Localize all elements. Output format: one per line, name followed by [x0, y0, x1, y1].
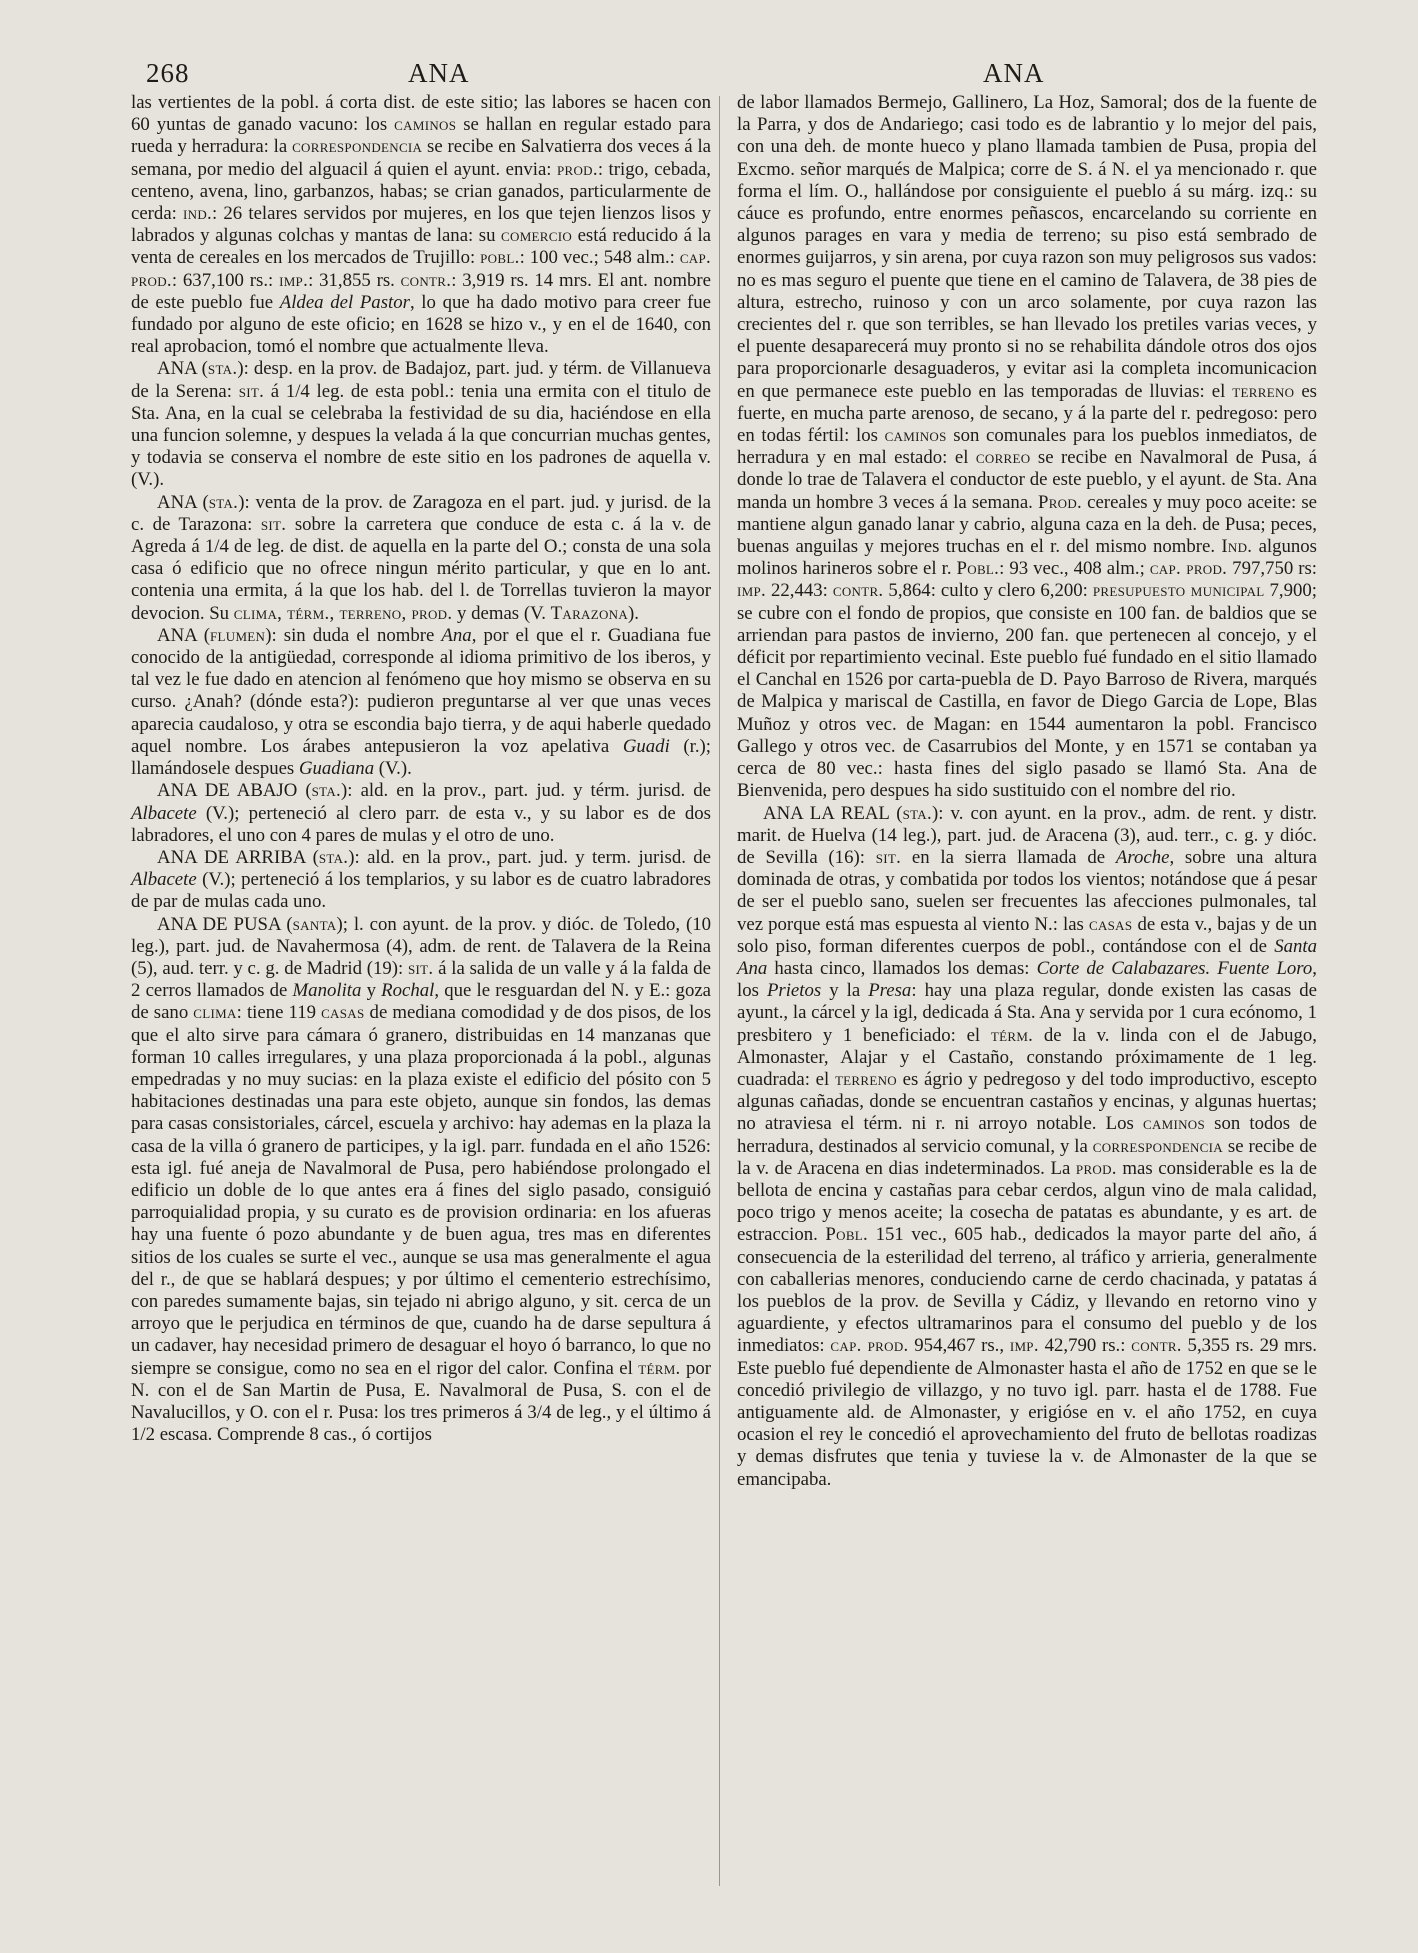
entry-ana-zaragoza: ANA (sta.): venta de la prov. de Zaragoza en el part. jud. y jurisd. de la c. de Tarazona: sit. sobre la carretera que conduce de esta c. á la v. de Agreda á 1/4 de leg. de dist. de aquella en la parte del O.; consta de una sola casa ó edificio que no ofrece ningun mérito particular, y que en lo ant. contenia una ermita, á la que los hab. del l. de Torrellas tuvieron la mayor devocion. Su clima, térm., terreno, prod. y demas (V. Tarazona).: [131, 491, 712, 624]
column-divider: [719, 96, 720, 1886]
entry-ana-de-abajo: ANA DE ABAJO (sta.): ald. en la prov., part. jud. y térm. jurisd. de Albacete (V.); perteneció al clero parr. de esta v., y su labor es de dos labradores, el uno con 4 pares de mulas y el otro de uno.: [131, 780, 711, 846]
running-head-left: ANA: [408, 58, 470, 88]
entry-ana-de-arriba: ANA DE ARRIBA (sta.): ald. en la prov., part. jud. y term. jurisd. de Albacete (V.); perteneció á los templarios, y su labor es de cuatro labradores de par de mulas cada uno.: [131, 846, 711, 913]
entry-continuation: las vertientes de la pobl. á corta dist. de este sitio; las labores se hacen con 60 yuntas de ganado vacuno: los caminos se hallan en regular estado para rueda y herradura: la correspondencia se recibe en Salvatierra dos veces á la semana, por medio del alguacil á quien el ayunt. envia: prod.: trigo, cebada, centeno, avena, lino, garbanzos, habas; se crian ganados, particularmente de cerda: ind.: 26 telares servidos por mujeres, en los que tejen lienzos lisos y labrados y algunas colchas y mantas de lana: su comercio está reducido á la venta de cereales en los mercados de Trujillo: pobl.: 100 vec.; 548 alm.: cap. prod.: 637,100 rs.: imp.: 31,855 rs. contr.: 3,919 rs. 14 mrs. El ant. nombre de este pueblo fue Aldea del Pastor, lo que ha dado motivo para creer fue fundado por alguno de este oficio; en 1628 se hizo v., y en el de 1640, con real aprobacion, tomó el nombre que actualmente lleva.: [131, 92, 712, 358]
entry-ana-de-pusa: ANA DE PUSA (santa); l. con ayunt. de la prov. y dióc. de Toledo, (10 leg.), part. jud. de Navahermosa (4), adm. de rent. de Talavera de la Reina (5), aud. terr. y c. g. de Madrid (19): sit. á la salida de un valle y á la falda de 2 cerros llamados de Manolita y Rochal, que le resguardan del N. y E.: goza de sano clima: tiene 119 casas de mediana comodidad y de dos pisos, de los que el alto sirve para cámara ó granero, distribuidas en 14 manzanas que forman 10 calles irregulares, y una plaza proporcionada á la pobl., algunas empedradas y no muy sucias: en la plaza existe el edificio del pósito con 5 habitaciones destinadas una para este objeto, aunque sin fondos, las demas para casas consistoriales, cárcel, escuela y archivo: hay ademas en la plaza la casa de la villa ó granero de participes, y la igl. parr. fundada en el año 1526: esta igl. fué aneja de Navalmoral de Pusa, pero habiéndose prolongado el edificio un doble de lo que antes era á fines del siglo pasado, consiguió parroquialidad propia, y su curato es de provision ordinaria: en los afueras hay una fuente ó pozo abundante y de buen agua, tres mas en diferentes sitios de los cuales se surte el vec., aunque se usa mas generalmente el agua del r., de que se hablará despues; y por último el cementerio estrechísimo, con paredes sumamente bajas, sin tejado ni abrigo alguno, y sit. cerca de un arroyo que le perjudica en términos de que, cuando ha de darse sepultura á un cadaver, hay necesidad primero de desaguar el hoyo ó barranco, lo que no siempre se consigue, como no sea en el rigor del calor. Confina el térm. por N. con el de San Martin de Pusa, E. Navalmoral de Pusa, S. con el de Navalucillos, y O. con el r. Pusa: los tres primeros á 3/4 de leg., y el último á 1/2 escasa. Comprende 8 cas., ó cortijos: [131, 913, 712, 1446]
entry-ana-badajoz: ANA (sta.): desp. en la prov. de Badajoz, part. jud. y térm. de Villanueva de la Serena: sit. á 1/4 leg. de esta pobl.: tenia una ermita con el titulo de Sta. Ana, en la cual se celebraba la festividad de su dia, haciéndose en ella una funcion solemne, y despues la velada á la que concurrian muchas gentes, y todavia se conserva el nombre de este sitio en los padrones de aquella v. (V.).: [131, 358, 711, 491]
entry-ana-flumen: ANA (flumen): sin duda el nombre Ana, por el que el r. Guadiana fue conocido de la antigüedad, corresponde al idioma primitivo de los iberos, y tal vez le fue dado en atencion al fenómeno que hoy mismo se observa en su curso. ¿Anah? (dónde esta?): pudieron preguntarse al ver que unas veces aparecia caudaloso, y otra se escondia bajo tierra, y de aqui haberle quedado aquel nombre. Los árabes antepusieron la voz apelativa Guadi (r.); llamándosele despues Guadiana (V.).: [131, 624, 711, 780]
right-column: [737, 92, 1317, 1491]
running-head-right: ANA: [983, 58, 1045, 88]
entry-ana-de-pusa-continuation: de labor llamados Bermejo, Gallinero, La Hoz, Samoral; dos de la fuente de la Parra, y dos de Andariego; casi todo es de labrantio y lo mejor del pais, con una deh. de monte hueco y plano llamada tambien de Pusa, propia del Excmo. señor marqués de Malpica; corre de S. á N. el ya mencionado r. que forma el lím. O., hallándose por consiguiente el pueblo á su márg. izq.: su cáuce es profundo, entre enormes peñascos, encarcelando su corriente en algunos parages en vara y media de terreno; su piso está sembrado de enormes guijarros, y sin arena, por cuya razon son muy peligrosos sus vados: no es mas seguro el puente que tiene en el camino de Talavera, de 38 pies de altura, estrecho, ruinoso y con un arco solamente, por cuya razon las crecientes del r. que son terribles, se han llevado los pretiles varias veces, y el puente desaparecerá muy pronto si no se rehabilita dándole otros dos ojos para proporcionarle desaguaderos, y evitar asi la completa incomunicacion en que permanece este pueblo en las temporadas de lluvias: el terreno es fuerte, en mucha parte arenoso, de secano, y á la parte del r. pedregoso: pero en todas fértil: los caminos son comunales para los pueblos inmediatos, de herradura y en mal estado: el correo se recibe en Navalmoral de Pusa, á donde lo trae de Talavera el conductor de este pueblo, y el ayunt. de Sta. Ana manda un hombre 3 veces á la semana. Prod. cereales y muy poco aceite: se mantiene algun ganado lanar y cabrio, alguna caza en la deh. de Pusa; peces, buenas anguilas y mejores truchas en el r. del mismo nombre. Ind. algunos molinos harineros sobre el r. Pobl.: 93 vec., 408 alm.; cap. prod. 797,750 rs: imp. 22,443: contr. 5,864: culto y clero 6,200: presupuesto municipal 7,900; se cubre con el fondo de propios, que consiste en 100 fan. de baldios que se arriendan para pastos de invierno, 200 fan. que pertenecen al concejo, y el déficit por repartimiento vecinal. Este pueblo fué fundado en el sitio llamado el Canchal en 1526 por carta-puebla de D. Payo Barroso de Rivera, marqués de Malpica y mariscal de Castilla, en favor de Diego Garcia de Lope, Blas Muñoz y otros vec. de Magan: en 1544 aumentaron la pobl. Francisco Gallego y otros vec. de Casarrubios del Monte, y en 1571 se contaban ya cerca de 80 vec.: hasta fines del siglo pasado se llamó Sta. Ana de Bienvenida, pero despues ha sido sustituido con el nombre del rio.: [737, 92, 1318, 802]
page-number: 268: [146, 58, 190, 88]
left-column: [131, 92, 711, 1446]
entry-ana-la-real: ANA LA REAL (sta.): v. con ayunt. en la prov., adm. de rent. y distr. marit. de Huelva (14 leg.), part. jud. de Aracena (3), aud. terr., c. g. y dióc. de Sevilla (16): sit. en la sierra llamada de Aroche, sobre una altura dominada de otras, y combatida por todos los vientos; notándose que á pesar de ser el pueblo sano, suelen ser frecuentes las afecciones pulmonales, tal vez porque está mas espuesta al viento N.: las casas de esta v., bajas y de un solo piso, forman diferentes cuerpos de pobl., contándose con el de Santa Ana hasta cinco, llamados los demas: Corte de Calabazares. Fuente Loro, los Prietos y la Presa: hay una plaza regular, donde existen las casas de ayunt., la cárcel y la igl, dedicada á Sta. Ana y servida por 1 cura ecónomo, 1 presbitero y 1 beneficiado: el térm. de la v. linda con el de Jabugo, Almonaster, Alajar y el Castaño, constando próximamente de 1 leg. cuadrada: el terreno es ágrio y pedregoso y del todo improductivo, escepto algunas cañadas, donde se encuentran castaños y encinas, y algunas huertas; no atraviesa el térm. ni r. ni arroyo notable. Los caminos son todos de herradura, destinados al servicio comunal, y la correspondencia se recibe de la v. de Aracena en dias indeterminados. La prod. mas considerable es la de bellota de encina y castañas para cebar cerdos, algun vino de mala calidad, poco trigo y menos aceite; la cosecha de patatas es abundante, y es art. de estraccion. Pobl. 151 vec., 605 hab., dedicados la mayor parte del año, á consecuencia de la esterilidad del terreno, al tráfico y arrieria, generalmente con caballerias menores, conduciendo carne de cerdo chacinada, y patatas á los pueblos de la prov. de Sevilla y Cádiz, y llevando en retorno vino y aguardiente, y efectos ultramarinos para el consumo del pueblo y de los inmediatos: cap. prod. 954,467 rs., imp. 42,790 rs.: contr. 5,355 rs. 29 mrs. Este pueblo fué dependiente de Almonaster hasta el año de 1752 en que se le concedió privilegio de villazgo, y no tuvo igl. parr. hasta el de 1788. Fue antiguamente ald. de Almonaster, y erigióse en v. el año 1752, en cuya ocasion el rey le concedió el aprovechamiento del fruto de bellotas roadizas y demas disfrutes que tenia y tuviese la v. de Almonaster de la que se emancipaba.: [737, 802, 1318, 1490]
